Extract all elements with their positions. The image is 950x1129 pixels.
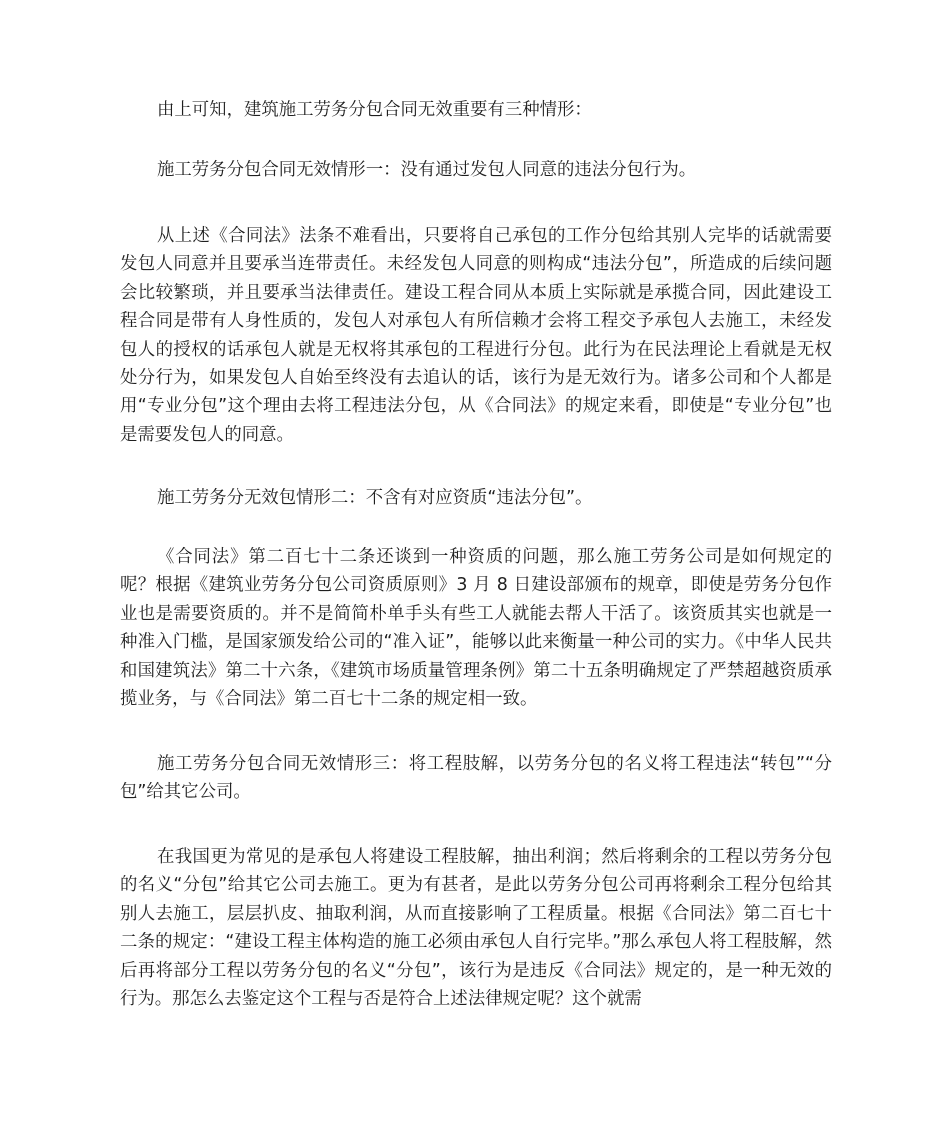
paragraph-case-two-heading: 施工劳务分无效包情形二：不含有对应资质“违法分包”。 <box>157 488 593 508</box>
paragraph-case-one-body: 从上述《合同法》法条不难看出，只要将自己承包的工作分包给其别人完毕的话就需要发包人同意并且要承当连带责任。未经发包人同意的则构成“违法分包”，所造成的后续问题会比较繁琐，并且要承当法律责任。建设工程合同从本质上实际就是承揽合同，因此建设工程合同是带有人身性质的，发包人对承包人有所信赖才会将工程交予承包人去施工，未经发包人的授权的话承包人就是无权将其承包的工程进行分包。此行为在民法理论上看就是无权处分行为，如果发包人自始至终没有去追认的话，该行为是无效行为。诸多公司和个人都是用“专业分包”这个理由去将工程违法分包，从《合同法》的规定来看，即使是“专业分包”也是需要发包人的同意。 <box>120 226 832 445</box>
paragraph-case-three-body: 在我国更为常见的是承包人将建设工程肢解，抽出利润；然后将剩余的工程以劳务分包的名义“分包”给其它公司去施工。更为有甚者，是此以劳务分包公司再将剩余工程分包给其别人去施工，层层扒皮、抽取利润，从而直接影响了工程质量。根据《合同法》第二百七十二条的规定：“建设工程主体构造的施工必须由承包人自行完毕。”那么承包人将工程肢解，然后再将部分工程以劳务分包的名义“分包”，该行为是违反《合同法》规定的，是一种无效的行为。那怎么去鉴定这个工程与否是符合上述法律规定呢？这个就需 <box>120 847 832 1010</box>
paragraph-case-two-body: 《合同法》第二百七十二条还谈到一种资质的问题，那么施工劳务公司是如何规定的呢？根据《建筑业劳务分包公司资质原则》3 月 8 日建设部颁布的规章，即使是劳务分包作业也是需要资质的。并不是简简朴单手头有些工人就能去帮人干活了。该资质其实也就是一种准入门槛，是国家颁发给公司的“准入证”，能够以此来衡量一种公司的实力。《中华人民共和国建筑法》第二十六条，《建筑市场质量管理条例》第二十五条明确规定了严禁超越资质承揽业务，与《合同法》第二百七十二条的规定相一致。 <box>120 547 832 710</box>
paragraph-case-three-heading: 施工劳务分包合同无效情形三：将工程肢解，以劳务分包的名义将工程违法“转包”“分包”给其它公司。 <box>120 754 832 803</box>
paragraph-case-one-heading: 施工劳务分包合同无效情形一：没有通过发包人同意的违法分包行为。 <box>157 160 697 180</box>
paragraph-intro: 由上可知，建筑施工劳务分包合同无效重要有三种情形： <box>157 100 592 120</box>
